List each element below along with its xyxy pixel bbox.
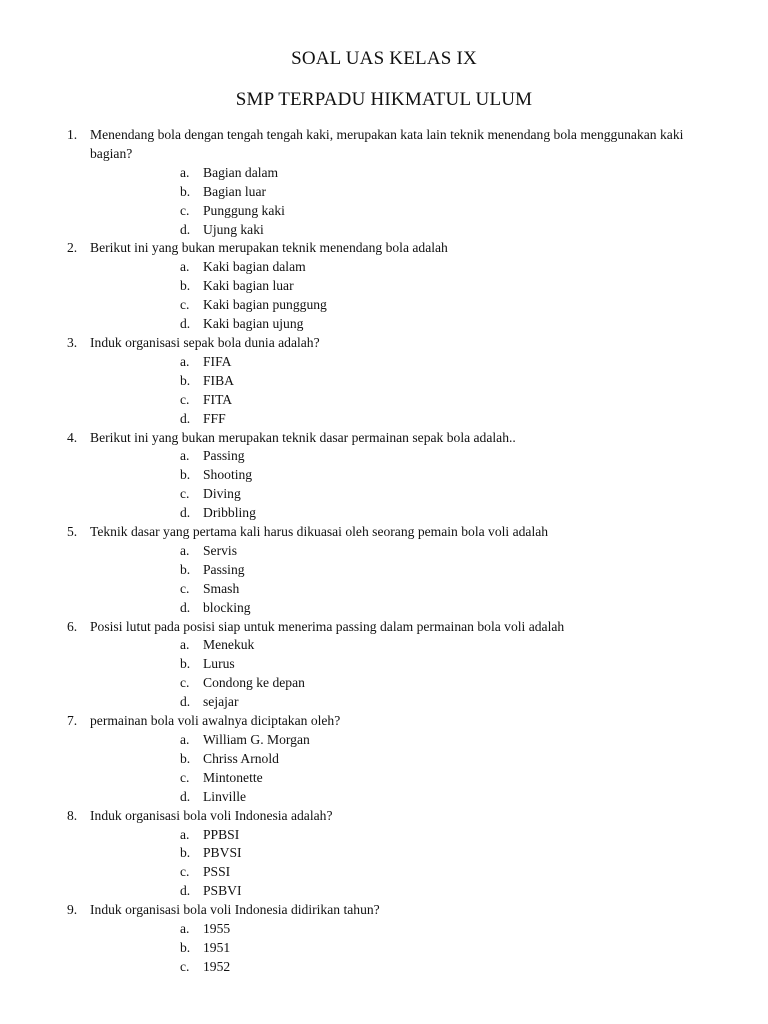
answer-option bbox=[90, 958, 706, 977]
answer-options bbox=[90, 447, 706, 523]
answer-option bbox=[90, 372, 706, 391]
question-item bbox=[0, 239, 768, 334]
answer-option bbox=[90, 636, 706, 655]
answer-option bbox=[90, 296, 706, 315]
option-text: blocking bbox=[203, 599, 251, 615]
answer-options bbox=[90, 826, 706, 902]
option-letter: c. bbox=[180, 675, 190, 691]
answer-option bbox=[90, 920, 706, 939]
option-text: Dribbling bbox=[203, 505, 256, 521]
answer-option bbox=[90, 844, 706, 863]
option-text: FITA bbox=[203, 391, 233, 407]
answer-option bbox=[90, 391, 706, 410]
option-letter: c. bbox=[180, 297, 190, 313]
option-letter: c. bbox=[180, 769, 190, 785]
document-title: SOAL UAS KELAS IX bbox=[291, 48, 477, 69]
answer-options bbox=[90, 258, 706, 334]
option-letter: b. bbox=[180, 561, 191, 577]
question-item bbox=[0, 334, 768, 429]
option-text: Punggung kaki bbox=[203, 202, 285, 218]
answer-option bbox=[90, 466, 706, 485]
option-text: Kaki bagian punggung bbox=[203, 297, 327, 313]
option-text: Diving bbox=[203, 486, 241, 502]
question-item bbox=[0, 126, 768, 239]
question-number: 5. bbox=[67, 524, 78, 540]
answer-option bbox=[90, 183, 706, 202]
answer-option bbox=[90, 674, 706, 693]
option-text: Lurus bbox=[203, 656, 235, 672]
answer-option bbox=[90, 164, 706, 183]
question-text: Menendang bola dengan tengah tengah kaki, merupakan kata lain teknik menendang bola menggunakan kaki bagian? bbox=[90, 127, 684, 161]
option-letter: a. bbox=[180, 259, 190, 275]
question-text: Teknik dasar yang pertama kali harus dikuasai oleh seorang pemain bola voli adalah bbox=[90, 524, 549, 540]
option-text: 1951 bbox=[203, 939, 231, 955]
option-text: FIBA bbox=[203, 372, 234, 388]
option-letter: d. bbox=[180, 316, 191, 332]
option-letter: d. bbox=[180, 505, 191, 521]
option-letter: d. bbox=[180, 883, 191, 899]
option-text: 1955 bbox=[203, 921, 231, 937]
option-text: Ujung kaki bbox=[203, 221, 264, 237]
option-letter: c. bbox=[180, 958, 190, 974]
option-text: Bagian dalam bbox=[203, 164, 279, 180]
question-text: Berikut ini yang bukan merupakan teknik menendang bola adalah bbox=[90, 240, 448, 256]
question-number: 3. bbox=[67, 334, 78, 350]
question-text: Induk organisasi bola voli Indonesia adalah? bbox=[90, 807, 333, 823]
question-text: Induk organisasi bola voli Indonesia didirikan tahun? bbox=[90, 902, 380, 918]
question-item bbox=[0, 901, 768, 977]
option-text: PPBSI bbox=[203, 826, 240, 842]
option-letter: a. bbox=[180, 732, 190, 747]
answer-option bbox=[90, 485, 706, 504]
answer-option bbox=[90, 882, 706, 901]
option-letter: b. bbox=[180, 845, 191, 861]
question-item bbox=[0, 807, 768, 902]
question-text: Induk organisasi sepak bola dunia adalah? bbox=[90, 334, 320, 350]
document-subtitle: SMP TERPADU HIKMATUL ULUM bbox=[235, 89, 533, 110]
question-item bbox=[0, 523, 768, 618]
option-letter: a. bbox=[180, 921, 190, 937]
answer-option bbox=[90, 693, 706, 712]
answer-option bbox=[90, 599, 706, 618]
option-text: Kaki bagian luar bbox=[203, 278, 294, 294]
answer-option bbox=[90, 353, 706, 372]
option-letter: d. bbox=[180, 410, 191, 426]
answer-option bbox=[90, 769, 706, 788]
option-text: Mintonette bbox=[203, 769, 263, 785]
option-letter: a. bbox=[180, 448, 190, 464]
option-letter: b. bbox=[180, 939, 191, 955]
option-letter: d. bbox=[180, 694, 191, 710]
answer-options bbox=[90, 542, 706, 618]
option-letter: c. bbox=[180, 580, 190, 596]
option-text: Shooting bbox=[203, 467, 253, 483]
answer-option bbox=[90, 750, 706, 769]
option-letter: c. bbox=[180, 486, 190, 502]
answer-option bbox=[90, 202, 706, 221]
option-text: Kaki bagian dalam bbox=[203, 259, 306, 275]
option-text: Menekuk bbox=[203, 637, 255, 653]
answer-option bbox=[90, 277, 706, 296]
option-text: PBVSI bbox=[203, 845, 242, 861]
answer-option bbox=[90, 939, 706, 958]
option-letter: b. bbox=[180, 372, 191, 388]
option-letter: d. bbox=[180, 788, 191, 804]
answer-option bbox=[90, 315, 706, 334]
option-letter: c. bbox=[180, 391, 190, 407]
answer-option bbox=[90, 788, 706, 807]
option-text: Servis bbox=[203, 542, 237, 558]
option-text: Condong ke depan bbox=[203, 675, 305, 691]
answer-options bbox=[90, 353, 706, 429]
answer-option bbox=[90, 258, 706, 277]
question-number: 2. bbox=[67, 240, 78, 256]
question-number: 9. bbox=[67, 902, 78, 918]
question-item bbox=[0, 712, 768, 807]
question-text: Berikut ini yang bukan merupakan teknik dasar permainan sepak bola adalah.. bbox=[90, 429, 516, 445]
answer-options bbox=[90, 920, 706, 977]
answer-option bbox=[90, 731, 706, 750]
question-item bbox=[0, 429, 768, 524]
answer-option bbox=[90, 504, 706, 523]
option-text: William G. Morgan bbox=[203, 732, 310, 747]
answer-options bbox=[90, 164, 706, 240]
answer-option bbox=[90, 221, 706, 240]
option-text: PSSI bbox=[203, 864, 231, 880]
answer-options bbox=[90, 636, 706, 712]
answer-option bbox=[90, 826, 706, 845]
question-number: 7. bbox=[67, 713, 78, 729]
option-letter: a. bbox=[180, 164, 190, 180]
option-text: sejajar bbox=[203, 694, 239, 710]
question-text: permainan bola voli awalnya diciptakan oleh? bbox=[90, 713, 341, 729]
option-text: Chriss Arnold bbox=[203, 750, 279, 766]
answer-option bbox=[90, 655, 706, 674]
question-number: 6. bbox=[67, 618, 78, 634]
answer-option bbox=[90, 863, 706, 882]
option-letter: a. bbox=[180, 637, 190, 653]
question-list bbox=[0, 126, 768, 977]
option-letter: b. bbox=[180, 656, 191, 672]
option-letter: d. bbox=[180, 599, 191, 615]
option-letter: d. bbox=[180, 221, 191, 237]
answer-option bbox=[90, 447, 706, 466]
option-letter: b. bbox=[180, 467, 191, 483]
option-text: Bagian luar bbox=[203, 183, 267, 199]
answer-option bbox=[90, 561, 706, 580]
option-letter: a. bbox=[180, 542, 190, 558]
option-text: Linville bbox=[203, 788, 247, 804]
question-number: 4. bbox=[67, 429, 78, 445]
option-text: FIFA bbox=[203, 353, 232, 369]
option-letter: b. bbox=[180, 750, 191, 766]
option-text: 1952 bbox=[203, 958, 231, 974]
answer-option bbox=[90, 410, 706, 429]
answer-options bbox=[90, 731, 706, 807]
question-number: 1. bbox=[67, 127, 78, 142]
option-text: FFF bbox=[203, 410, 226, 426]
question-text: Posisi lutut pada posisi siap untuk menerima passing dalam permainan bola voli adalah bbox=[90, 618, 565, 634]
option-text: Smash bbox=[203, 580, 240, 596]
option-text: Kaki bagian ujung bbox=[203, 316, 304, 332]
option-text: Passing bbox=[203, 561, 245, 577]
answer-option bbox=[90, 580, 706, 599]
option-text: PSBVI bbox=[203, 883, 242, 899]
option-letter: c. bbox=[180, 864, 190, 880]
question-number: 8. bbox=[67, 807, 78, 823]
option-letter: b. bbox=[180, 278, 191, 294]
answer-option bbox=[90, 542, 706, 561]
question-item bbox=[0, 618, 768, 713]
option-letter: c. bbox=[180, 202, 190, 218]
option-letter: a. bbox=[180, 826, 190, 842]
option-letter: b. bbox=[180, 183, 191, 199]
option-text: Passing bbox=[203, 448, 245, 464]
option-letter: a. bbox=[180, 353, 190, 369]
